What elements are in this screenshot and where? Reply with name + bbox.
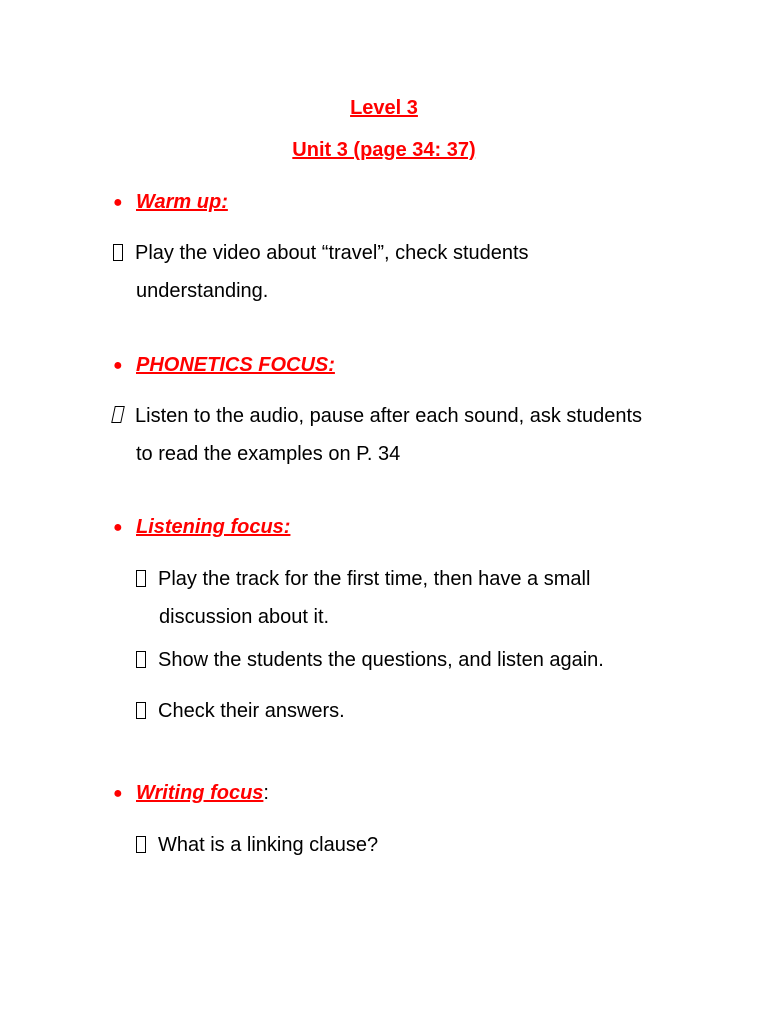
bullet-icon: ● — [113, 785, 123, 802]
listening-item-1-line-1: Play the track for the first time, then have a small — [158, 568, 591, 590]
listening-item-2-line-1: Show the students the questions, and listen again. — [158, 649, 604, 671]
checkbox-icon — [113, 406, 125, 424]
document-title: Level 3 — [350, 97, 418, 119]
warmup-line-2: understanding. — [136, 280, 269, 302]
section-heading-writing — [113, 781, 269, 806]
checkbox-icon — [136, 651, 146, 668]
section-heading-warmup — [113, 190, 228, 215]
writing-heading-colon: : — [263, 782, 269, 804]
bullet-icon: ● — [113, 357, 123, 374]
document-subtitle: Unit 3 (page 34: 37) — [292, 139, 476, 161]
section-heading-phonetics — [113, 353, 335, 378]
checkbox-icon — [136, 570, 146, 587]
section-heading-listening — [113, 515, 290, 540]
warmup-line-1: Play the video about “travel”, check students — [135, 242, 529, 264]
bullet-icon: ● — [113, 194, 123, 211]
bullet-icon: ● — [113, 519, 123, 536]
warmup-paragraph — [113, 234, 529, 310]
writing-item — [136, 826, 378, 864]
phonetics-paragraph — [113, 397, 642, 473]
phonetics-heading-text: PHONETICS FOCUS: — [136, 354, 335, 376]
listening-item — [136, 641, 604, 679]
phonetics-line-1: Listen to the audio, pause after each sound, ask students — [135, 405, 643, 427]
writing-heading-text: Writing focus — [136, 782, 264, 804]
checkbox-icon — [136, 836, 146, 853]
phonetics-line-2: to read the examples on P. 34 — [136, 443, 401, 465]
checkbox-icon — [113, 244, 123, 261]
listening-heading-text: Listening focus: — [136, 516, 291, 538]
listening-item — [136, 692, 345, 730]
writing-item-1-line-1: What is a linking clause? — [158, 834, 379, 856]
checkbox-icon — [136, 702, 146, 719]
warmup-heading-text: Warm up: — [136, 191, 228, 213]
listening-item-1-line-2: discussion about it. — [159, 606, 330, 628]
listening-item — [136, 560, 590, 636]
listening-item-3-line-1: Check their answers. — [158, 700, 345, 722]
